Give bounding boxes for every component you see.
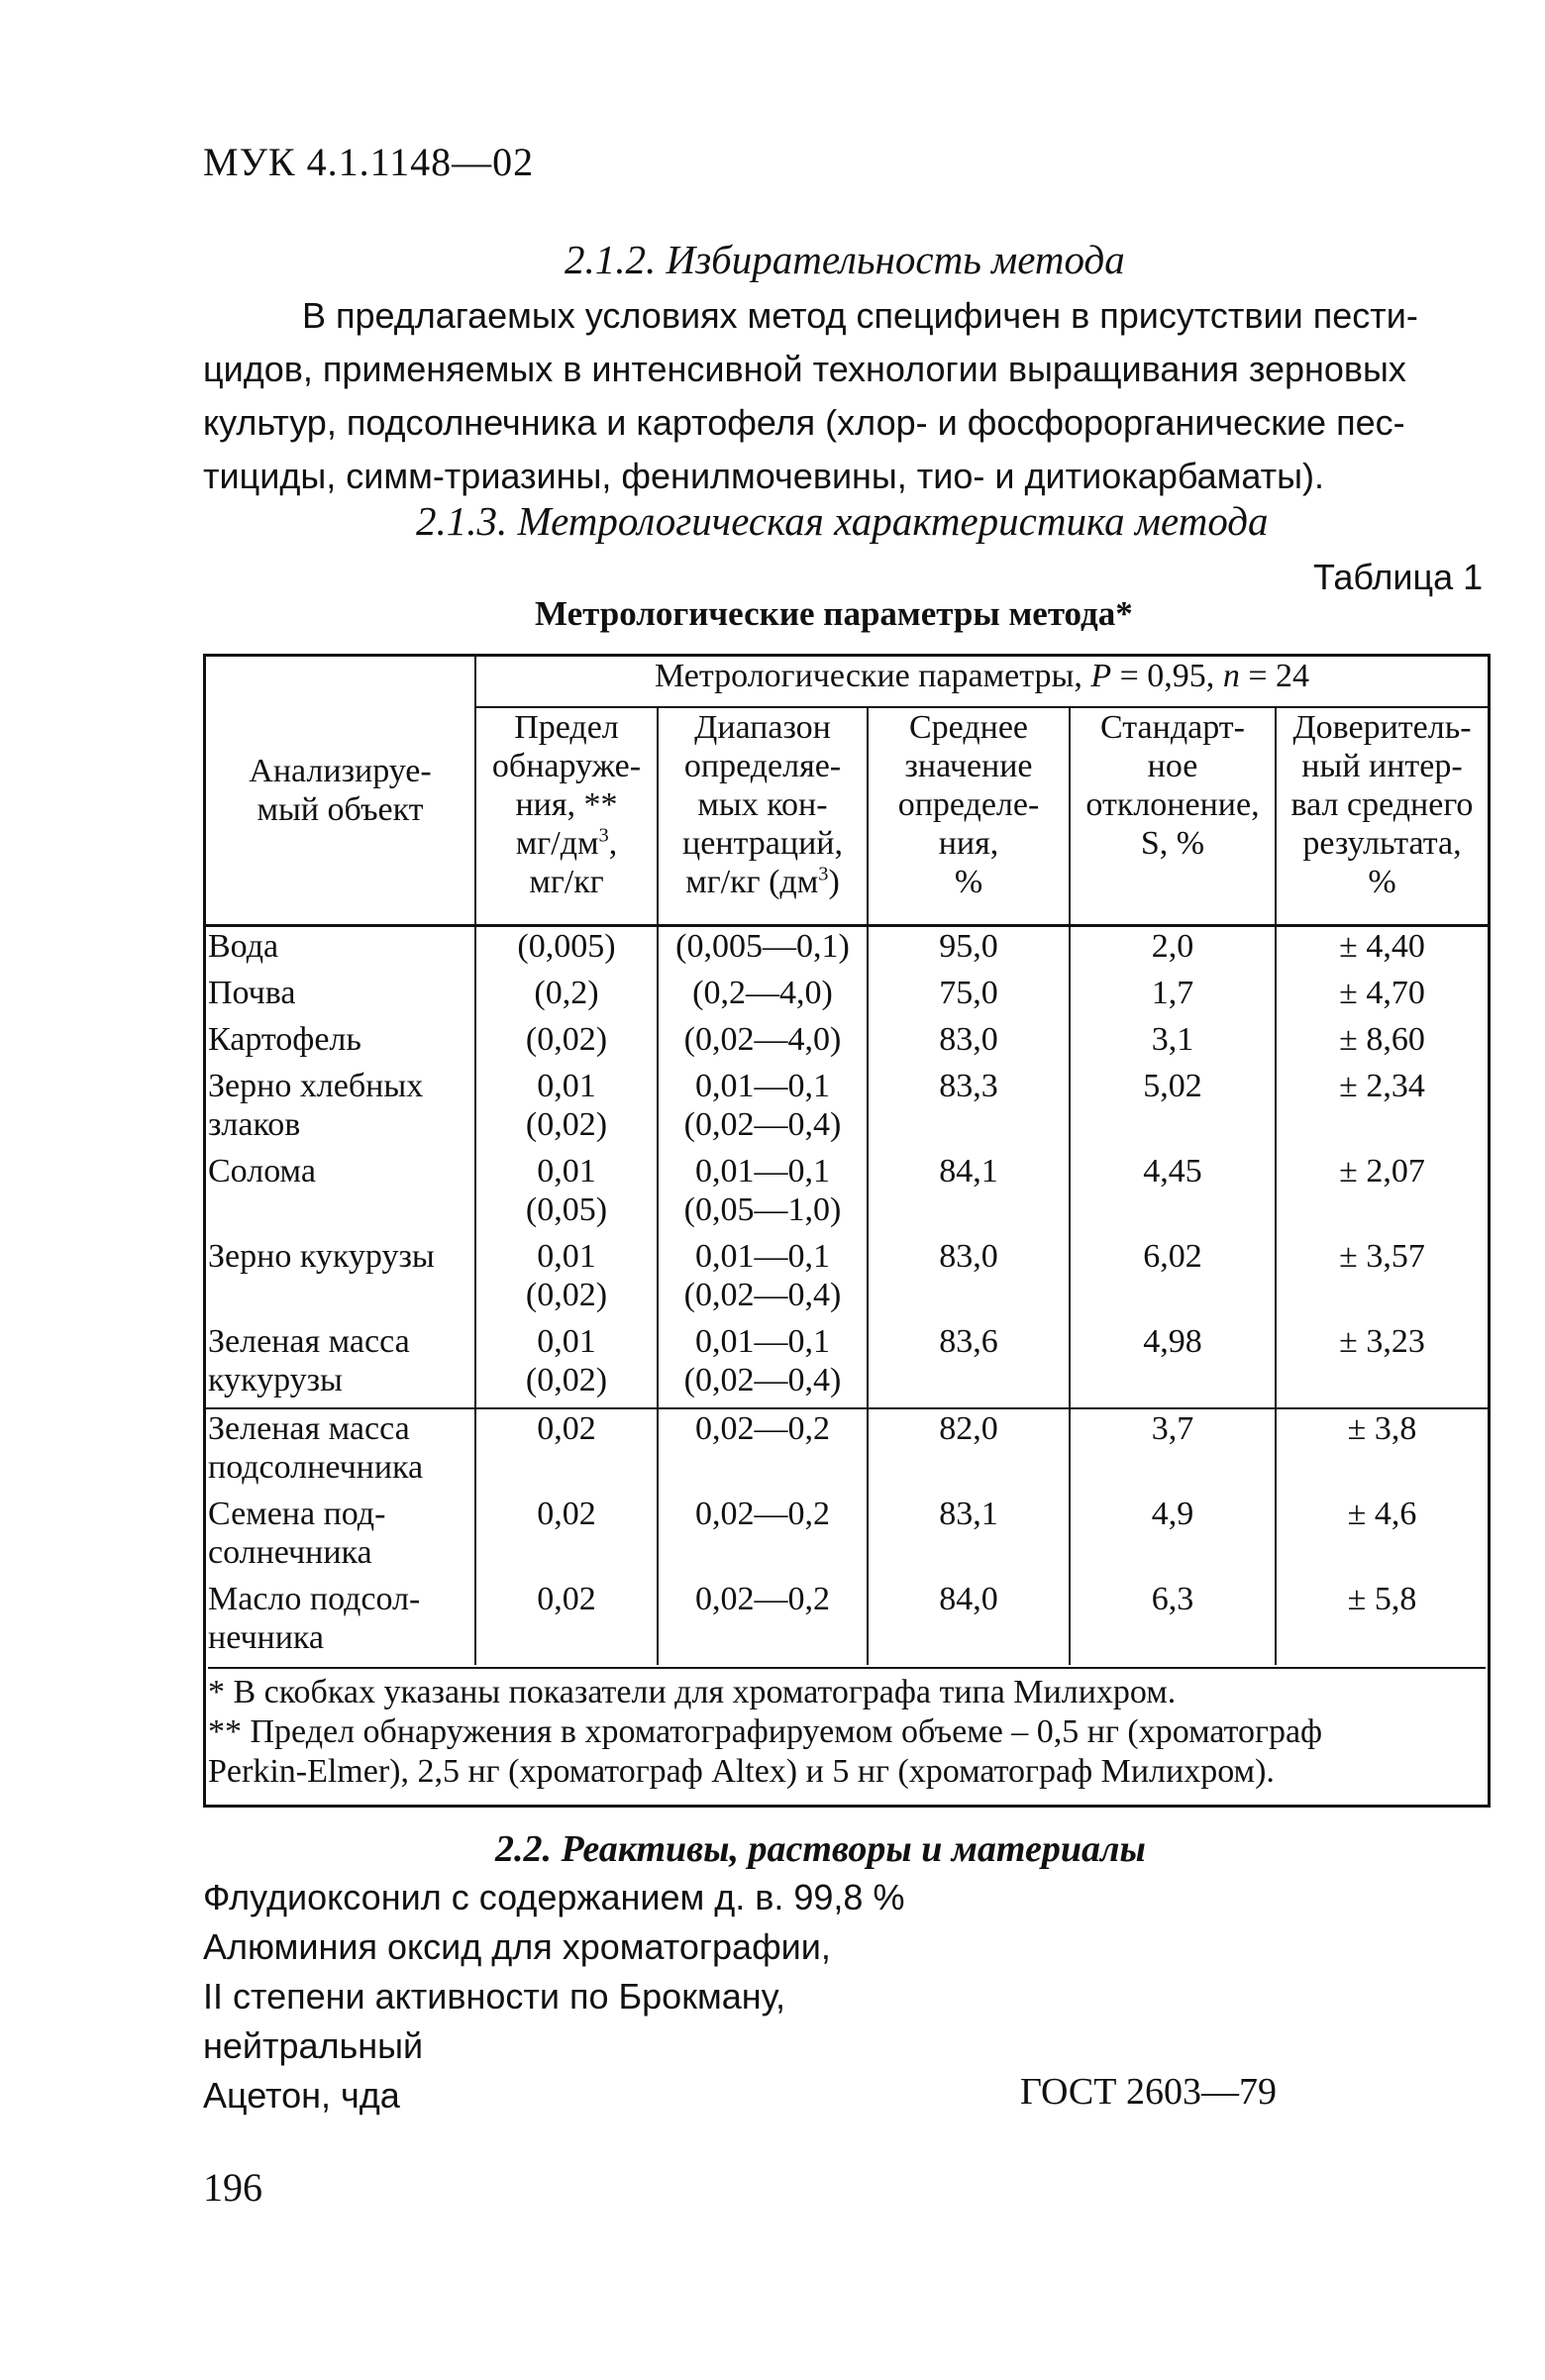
cell-object xyxy=(206,1408,475,1495)
cell-object xyxy=(206,1067,475,1152)
cell-mean: 83,6 xyxy=(868,1322,1070,1408)
cell-mean: 82,0 xyxy=(868,1408,1070,1495)
reagent-line: Ацетон, чда xyxy=(203,2075,400,2116)
cell-ci: ± 3,8 xyxy=(1276,1408,1488,1495)
table-title: Метрологические параметры метода* xyxy=(535,594,1133,633)
cell-limit-line: 0,01 xyxy=(537,1068,596,1104)
paragraph-line: тициды, симм-триазины, фенилмочевины, тио- и дитиокарбаматы). xyxy=(203,456,1324,496)
cell-ci: ± 4,6 xyxy=(1276,1495,1488,1580)
cell-limit: 0,02 xyxy=(475,1495,658,1580)
cell-ci: ± 4,40 xyxy=(1276,926,1488,975)
cell-object: Картофель xyxy=(206,1020,475,1067)
cell-limit xyxy=(475,1322,658,1408)
cell-range: 0,02—0,2 xyxy=(658,1408,868,1495)
table-footnotes xyxy=(208,1667,1486,1792)
cell-object-line: кукурузы xyxy=(208,1362,343,1398)
cell-sd: 6,3 xyxy=(1070,1580,1276,1665)
selectivity-paragraph xyxy=(203,289,1481,503)
cell-limit: (0,02) xyxy=(475,1020,658,1067)
cell-limit: (0,2) xyxy=(475,974,658,1020)
paragraph-line: культур, подсолнечника и картофеля (хлор- и фосфорорганические пес- xyxy=(203,402,1405,443)
cell-object-line: Зеленая масса xyxy=(208,1410,410,1447)
cell-object: Зерно кукурузы xyxy=(206,1237,475,1322)
cell-range-line: (0,02—0,4) xyxy=(683,1106,842,1143)
cell-sd: 6,02 xyxy=(1070,1237,1276,1322)
cell-ci: ± 2,07 xyxy=(1276,1152,1488,1237)
cell-limit xyxy=(475,1067,658,1152)
table-row xyxy=(206,1580,1488,1665)
reagent-line: II степени активности по Брокману, xyxy=(203,1976,786,2017)
cell-object xyxy=(206,1580,475,1665)
section-heading-selectivity: 2.1.2. Избирательность метода xyxy=(565,237,1125,282)
cell-range-line: 0,01—0,1 xyxy=(695,1068,830,1104)
cell-range-line: 0,01—0,1 xyxy=(695,1238,830,1275)
cell-mean: 95,0 xyxy=(868,926,1070,975)
cell-mean: 84,0 xyxy=(868,1580,1070,1665)
cell-ci: ± 3,23 xyxy=(1276,1322,1488,1408)
cell-limit-line: (0,02) xyxy=(525,1277,608,1313)
paragraph-line: В предлагаемых условиях метод специфичен в присутствии пести- xyxy=(302,295,1418,336)
table-row xyxy=(206,1408,1488,1495)
header-group: Метрологические параметры, P = 0,95, n = 24 xyxy=(475,657,1488,707)
table-row xyxy=(206,1495,1488,1580)
cell-range xyxy=(658,1322,868,1408)
cell-object: Почва xyxy=(206,974,475,1020)
cell-ci: ± 5,8 xyxy=(1276,1580,1488,1665)
cell-object-line: злаков xyxy=(208,1106,301,1143)
cell-sd: 4,98 xyxy=(1070,1322,1276,1408)
header-object: Анализируе- мый объект xyxy=(206,657,475,926)
cell-object xyxy=(206,1495,475,1580)
cell-limit xyxy=(475,1152,658,1237)
footnote-2-cont: Perkin-Elmer), 2,5 нг (хроматограф Altex) и 5 нг (хроматограф Милихром). xyxy=(208,1753,1275,1790)
cell-limit: 0,02 xyxy=(475,1580,658,1665)
table-row xyxy=(206,974,1488,1020)
cell-limit: 0,02 xyxy=(475,1408,658,1495)
cell-object-line: подсолнечника xyxy=(208,1449,424,1486)
cell-range: 0,02—0,2 xyxy=(658,1580,868,1665)
table-row xyxy=(206,1067,1488,1152)
cell-object-line: солнечника xyxy=(208,1534,372,1571)
cell-ci: ± 8,60 xyxy=(1276,1020,1488,1067)
cell-limit xyxy=(475,1237,658,1322)
cell-limit-line: (0,02) xyxy=(525,1362,608,1398)
paragraph-line: цидов, применяемых в интенсивной технологии выращивания зерновых xyxy=(203,349,1406,389)
cell-limit-line: (0,02) xyxy=(525,1106,608,1143)
header-mean: Среднее значение определе- ния, % xyxy=(868,707,1070,926)
cell-sd: 5,02 xyxy=(1070,1067,1276,1152)
cell-range xyxy=(658,1152,868,1237)
cell-sd: 1,7 xyxy=(1070,974,1276,1020)
cell-object xyxy=(206,1322,475,1408)
cell-range: (0,2—4,0) xyxy=(658,974,868,1020)
metrology-table-grid xyxy=(206,657,1488,1665)
header-sd: Стандарт- ное отклонение, S, % xyxy=(1070,707,1276,926)
cell-range: (0,02—4,0) xyxy=(658,1020,868,1067)
table-label: Таблица 1 xyxy=(1313,557,1484,597)
cell-mean: 83,0 xyxy=(868,1020,1070,1067)
cell-mean: 83,3 xyxy=(868,1067,1070,1152)
cell-mean: 83,0 xyxy=(868,1237,1070,1322)
table-row xyxy=(206,1152,1488,1237)
cell-range-line: (0,02—0,4) xyxy=(683,1362,842,1398)
cell-range xyxy=(658,1067,868,1152)
cell-object-line: Зеленая масса xyxy=(208,1323,410,1360)
cell-mean: 84,1 xyxy=(868,1152,1070,1237)
document-code: МУК 4.1.1148—02 xyxy=(203,140,535,184)
cell-object-line: нечника xyxy=(208,1619,325,1656)
cell-sd: 3,1 xyxy=(1070,1020,1276,1067)
cell-range xyxy=(658,1237,868,1322)
header-limit: Предел обнаруже- ния, ** $мг/дм^3$, мг/кг xyxy=(475,707,658,926)
header-ci: Доверитель- ный интер- вал среднего результата, % xyxy=(1276,707,1488,926)
table-row xyxy=(206,926,1488,975)
cell-object-line: Зерно хлебных xyxy=(208,1068,424,1104)
section-heading-reagents: 2.2. Реактивы, растворы и материалы xyxy=(495,1828,1146,1870)
cell-ci: ± 2,34 xyxy=(1276,1067,1488,1152)
cell-object: Солома xyxy=(206,1152,475,1237)
reagent-line: Флудиоксонил с содержанием д. в. 99,8 % xyxy=(203,1877,905,1917)
page-number: 196 xyxy=(203,2165,262,2210)
footnote-2: ** Предел обнаружения в хроматографируемом объеме – 0,5 нг (хроматограф xyxy=(208,1713,1323,1750)
metrology-table xyxy=(203,654,1491,1808)
table-row xyxy=(206,1237,1488,1322)
gost-reference: ГОСТ 2603—79 xyxy=(1020,2071,1277,2113)
cell-object: Вода xyxy=(206,926,475,975)
section-heading-metrology: 2.1.3. Метрологическая характеристика метода xyxy=(416,498,1269,544)
cell-limit-line: 0,01 xyxy=(537,1238,596,1275)
cell-range: 0,02—0,2 xyxy=(658,1495,868,1580)
cell-limit: (0,005) xyxy=(475,926,658,975)
cell-sd: 2,0 xyxy=(1070,926,1276,975)
cell-mean: 83,1 xyxy=(868,1495,1070,1580)
cell-range-line: 0,01—0,1 xyxy=(695,1323,830,1360)
cell-range-line: (0,05—1,0) xyxy=(683,1191,842,1228)
reagent-line: нейтральный xyxy=(203,2025,424,2066)
cell-limit-line: 0,01 xyxy=(537,1153,596,1190)
cell-range-line: 0,01—0,1 xyxy=(695,1153,830,1190)
footnote-1: * В скобках указаны показатели для хроматографа типа Милихром. xyxy=(208,1674,1177,1710)
cell-object-line: Семена под- xyxy=(208,1496,386,1532)
cell-sd: 3,7 xyxy=(1070,1408,1276,1495)
cell-sd: 4,9 xyxy=(1070,1495,1276,1580)
header-range: Диапазон определяе- мых кон- центраций, мг/кг $(дм^3)$ xyxy=(658,707,868,926)
reagent-line: Алюминия оксид для хроматографии, xyxy=(203,1926,831,1967)
cell-ci: ± 4,70 xyxy=(1276,974,1488,1020)
cell-range: (0,005—0,1) xyxy=(658,926,868,975)
cell-object-line: Масло подсол- xyxy=(208,1581,421,1617)
cell-mean: 75,0 xyxy=(868,974,1070,1020)
cell-range-line: (0,02—0,4) xyxy=(683,1277,842,1313)
table-row xyxy=(206,1322,1488,1408)
cell-limit-line: (0,05) xyxy=(525,1191,608,1228)
cell-limit-line: 0,01 xyxy=(537,1323,596,1360)
table-row xyxy=(206,1020,1488,1067)
cell-sd: 4,45 xyxy=(1070,1152,1276,1237)
cell-ci: ± 3,57 xyxy=(1276,1237,1488,1322)
